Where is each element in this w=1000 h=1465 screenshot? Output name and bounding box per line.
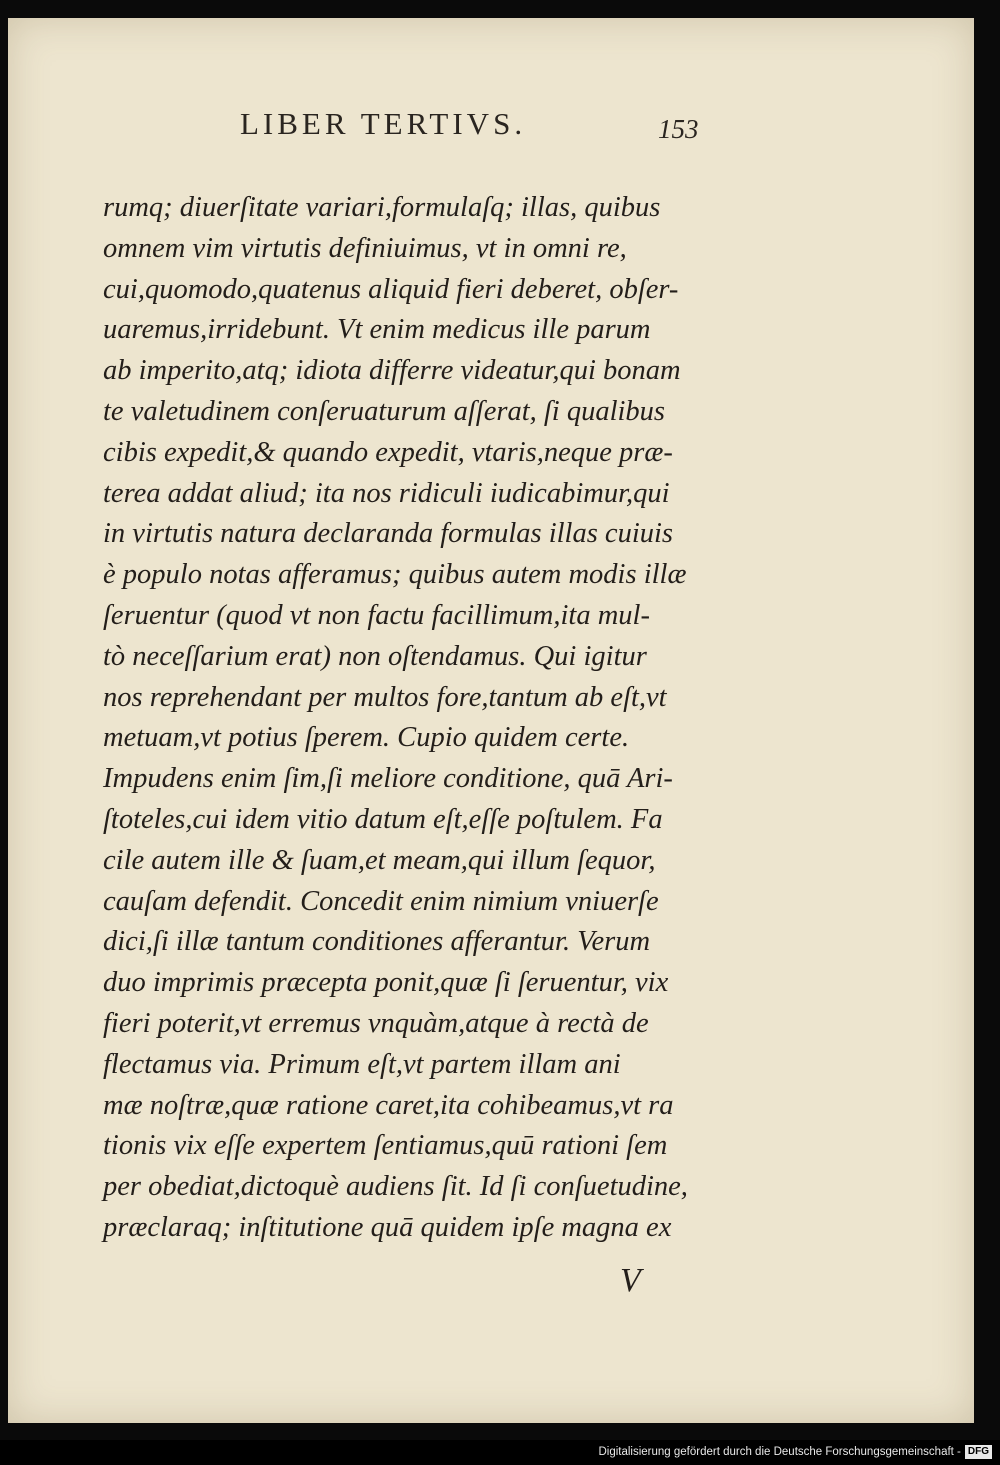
text-line: tionis vix eſſe expertem ſentiamus,quū rationi ſem bbox=[103, 1130, 668, 1162]
text-line: Impudens enim ſim,ſi meliore conditione, quā Ari- bbox=[103, 763, 673, 795]
text-line: te valetudinem conſeruaturum aſſerat, ſi qualibus bbox=[103, 395, 666, 427]
text-line: cile autem ille & ſuam,et meam,qui illum ſequor, bbox=[103, 844, 656, 876]
running-head: LIBER TERTIVS. bbox=[240, 106, 527, 141]
text-line: tò neceſſarium erat) non oſtendamus. Qui igitur bbox=[103, 640, 647, 672]
catchword: V bbox=[620, 1262, 641, 1299]
text-line: è populo notas afferamus; quibus autem modis illæ bbox=[103, 559, 687, 591]
text-line: fieri poterit,vt erremus vnquàm,atque à rectà de bbox=[103, 1007, 649, 1039]
text-line: uaremus,irridebunt. Vt enim medicus ille parum bbox=[103, 314, 651, 346]
text-line: cui,quomodo,quatenus aliquid fieri deberet, obſer- bbox=[103, 273, 679, 305]
text-line: præclaraq; inſtitutione quā quidem ipſe magna ex bbox=[103, 1211, 672, 1243]
text-line: ſtoteles,cui idem vitio datum eſt,eſſe poſtulem. Fa bbox=[103, 803, 663, 835]
text-line: ſeruentur (quod vt non factu facillimum,ita mul- bbox=[103, 599, 650, 631]
text-line: omnem vim virtutis definiuimus, vt in omni re, bbox=[103, 232, 627, 264]
text-line: in virtutis natura declaranda formulas illas cuiuis bbox=[103, 518, 674, 550]
page-number: 153 bbox=[658, 114, 699, 144]
dfg-logo: DFG bbox=[965, 1445, 992, 1459]
text-line: mæ noſtræ,quæ ratione caret,ita cohibeamus,vt ra bbox=[103, 1089, 674, 1121]
text-line: nos reprehendant per multos fore,tantum ab eſt,vt bbox=[103, 681, 667, 713]
text-line: ab imperito,atq; idiota differre videatur,qui bonam bbox=[103, 355, 681, 387]
text-line: flectamus via. Primum eſt,vt partem illam ani bbox=[103, 1048, 621, 1080]
text-line: duo imprimis præcepta ponit,quæ ſi ſeruentur, vix bbox=[103, 967, 669, 999]
text-line: cibis expedit,& quando expedit, vtaris,neque præ- bbox=[103, 436, 673, 468]
book-page bbox=[8, 18, 974, 1423]
body-text bbox=[103, 188, 743, 1249]
text-line: cauſam defendit. Concedit enim nimium vniuerſe bbox=[103, 885, 659, 917]
text-line: terea addat aliud; ita nos ridiculi iudicabimur,qui bbox=[103, 477, 670, 509]
digitization-credit bbox=[598, 1445, 992, 1459]
text-line: rumq; diuerſitate variari,formulaſq; illas, quibus bbox=[103, 192, 661, 223]
text-line: metuam,vt potius ſperem. Cupio quidem certe. bbox=[103, 722, 630, 754]
credit-text: Digitalisierung gefördert durch die Deutsche Forschungsgemeinschaft - bbox=[598, 1446, 961, 1458]
text-line: dici,ſi illæ tantum conditiones afferantur. Verum bbox=[103, 926, 651, 958]
text-line: per obediat,dictoquè audiens ſit. Id ſi conſuetudine, bbox=[103, 1171, 688, 1203]
